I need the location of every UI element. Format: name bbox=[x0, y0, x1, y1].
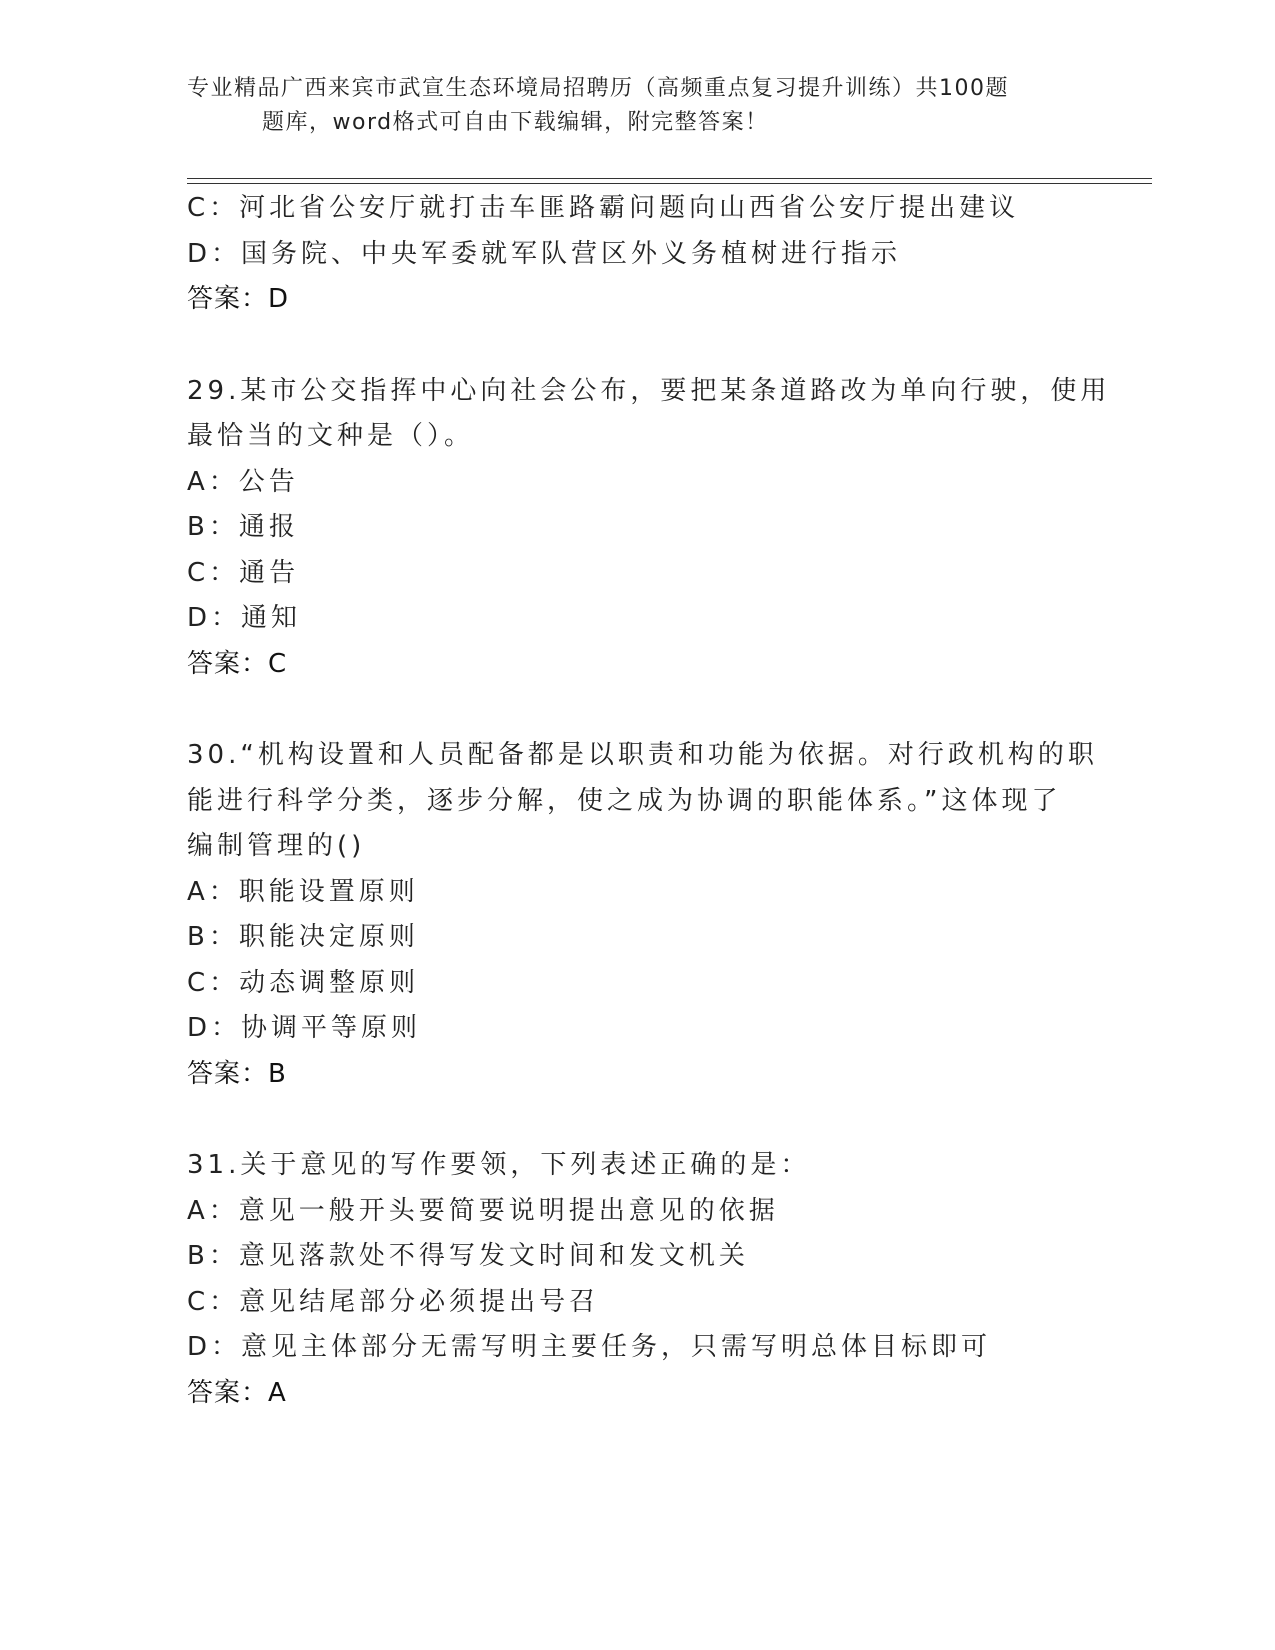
question-content bbox=[187, 186, 1111, 1416]
option-d: D：国务院、中央军委就军队营区外义务植树进行指示 bbox=[187, 238, 902, 269]
header-divider-bottom bbox=[187, 183, 1152, 184]
header-divider-top bbox=[187, 178, 1152, 179]
answer-line: 答案：A bbox=[187, 1377, 287, 1408]
question-stem-line: 30.“机构设置和人员配备都是以职责和功能为依据。对行政机构的职 bbox=[187, 740, 1098, 770]
question-stem-line: 能进行科学分类，逐步分解，使之成为协调的职能体系。”这体现了 bbox=[187, 785, 1062, 816]
option-a: A：意见一般开头要简要说明提出意见的依据 bbox=[187, 1195, 779, 1226]
option-c: C：通告 bbox=[187, 557, 300, 588]
question-stem-line: 最恰当的文种是（）。 bbox=[187, 421, 475, 451]
header-title-line2: 题库，word格式可自由下载编辑，附完整答案！ bbox=[262, 110, 769, 135]
option-b: B：意见落款处不得写发文时间和发文机关 bbox=[187, 1241, 749, 1271]
question-30 bbox=[187, 733, 1098, 1097]
option-d: D：协调平等原则 bbox=[187, 1013, 422, 1043]
answer-line: 答案：D bbox=[187, 284, 290, 314]
option-c: C：意见结尾部分必须提出号召 bbox=[187, 1286, 600, 1317]
page-header bbox=[187, 72, 1067, 140]
option-b: B：通报 bbox=[187, 512, 299, 542]
question-29 bbox=[187, 369, 1111, 688]
option-a: A：公告 bbox=[187, 466, 299, 497]
answer-line: 答案：C bbox=[187, 648, 288, 679]
option-c: C：动态调整原则 bbox=[187, 967, 420, 998]
option-a: A：职能设置原则 bbox=[187, 876, 419, 907]
prev-question-tail bbox=[187, 186, 1087, 323]
option-b: B：职能决定原则 bbox=[187, 922, 419, 952]
question-stem-line: 31.关于意见的写作要领，下列表述正确的是： bbox=[187, 1150, 811, 1180]
question-31 bbox=[187, 1143, 1087, 1416]
option-c: C：河北省公安厅就打击车匪路霸问题向山西省公安厅提出建议 bbox=[187, 193, 1020, 223]
question-stem-line: 29.某市公交指挥中心向社会公布，要把某条道路改为单向行驶，使用 bbox=[187, 375, 1111, 406]
option-d: D：意见主体部分无需写明主要任务，只需写明总体目标即可 bbox=[187, 1332, 992, 1362]
question-stem-line: 编制管理的() bbox=[187, 831, 366, 861]
header-title-line1: 专业精品广西来宾市武宣生态环境局招聘历（高频重点复习提升训练）共100题 bbox=[187, 76, 1009, 101]
option-d: D：通知 bbox=[187, 603, 302, 633]
answer-line: 答案：B bbox=[187, 1058, 287, 1089]
